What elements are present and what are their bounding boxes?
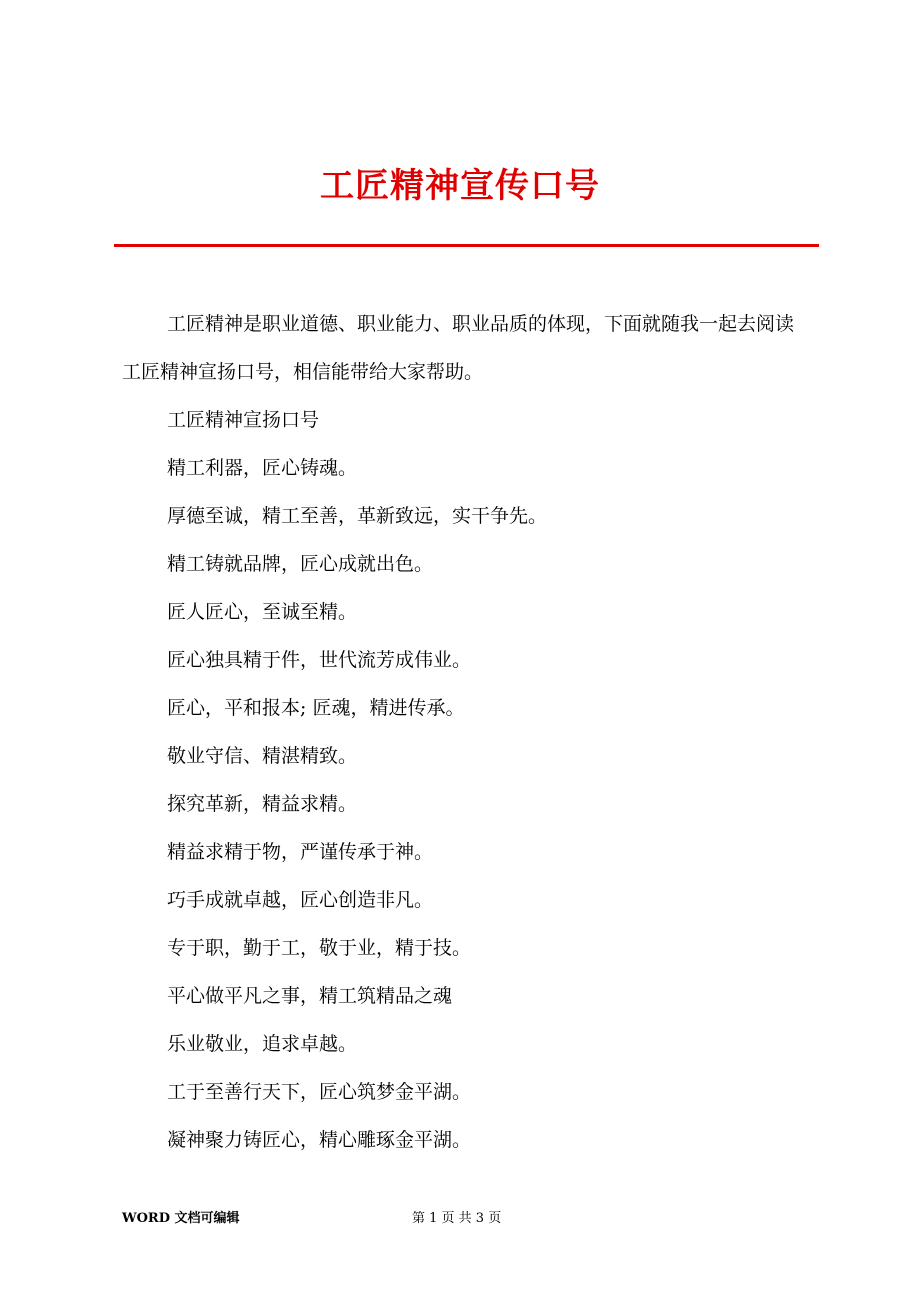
slogan-line: 巧手成就卓越，匠心创造非凡。 bbox=[167, 889, 434, 911]
slogan-line: 平心做平凡之事，精工筑精品之魂 bbox=[167, 985, 453, 1007]
title-underline-rule bbox=[114, 244, 819, 247]
slogan-line: 精工铸就品牌，匠心成就出色。 bbox=[167, 553, 434, 575]
slogan-line: 专于职，勤于工，敬于业，精于技。 bbox=[167, 937, 472, 959]
document-title: 工匠精神宣传口号 bbox=[320, 166, 600, 206]
slogan-line: 探究革新，精益求精。 bbox=[167, 793, 358, 815]
slogan-line: 精益求精于物，严谨传承于神。 bbox=[167, 841, 434, 863]
slogan-line: 精工利器，匠心铸魂。 bbox=[167, 457, 358, 479]
slogan-line: 工于至善行天下，匠心筑梦金平湖。 bbox=[167, 1081, 472, 1103]
footer-page-number: 第 1 页 共 3 页 bbox=[412, 1211, 502, 1226]
document-body bbox=[122, 300, 802, 1164]
section-heading: 工匠精神宣扬口号 bbox=[167, 409, 320, 431]
slogan-line: 凝神聚力铸匠心，精心雕琢金平湖。 bbox=[167, 1129, 472, 1151]
slogan-line: 敬业守信、精湛精致。 bbox=[167, 745, 358, 767]
slogan-line: 乐业敬业，追求卓越。 bbox=[167, 1033, 358, 1055]
slogan-line: 匠心，平和报本; 匠魂，精进传承。 bbox=[167, 697, 465, 719]
intro-paragraph: 工匠精神是职业道德、职业能力、职业品质的体现，下面就随我一起去阅读工匠精神宣扬口号，相信能带给大家帮助。 bbox=[122, 313, 795, 383]
slogan-line: 匠心独具精于件，世代流芳成伟业。 bbox=[167, 649, 472, 671]
slogan-line: 匠人匠心，至诚至精。 bbox=[167, 601, 358, 623]
footer-editable-note: WORD 文档可编辑 bbox=[122, 1211, 240, 1226]
slogan-line: 厚德至诚，精工至善，革新致远，实干争先。 bbox=[167, 505, 548, 527]
